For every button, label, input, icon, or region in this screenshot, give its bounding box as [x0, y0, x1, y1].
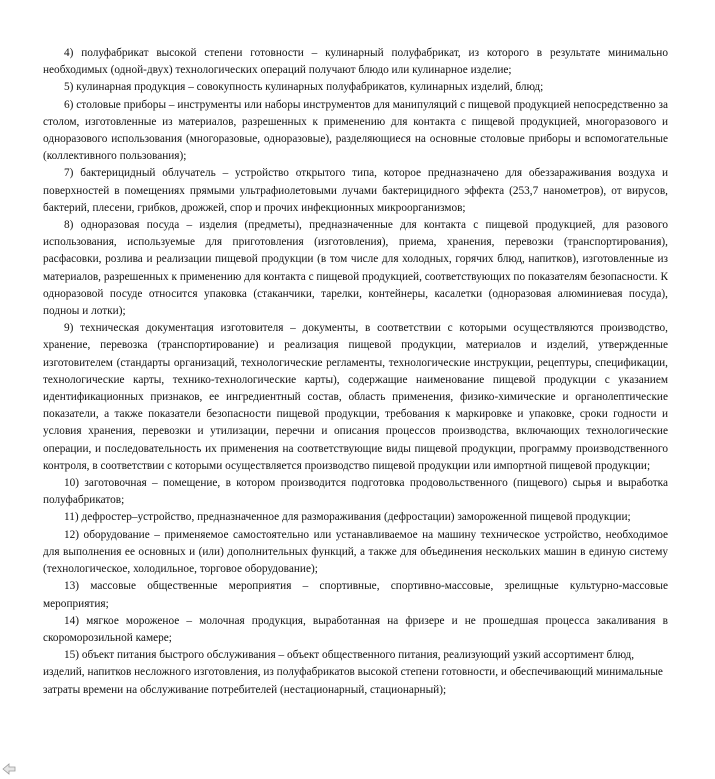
definition-item-12: 12) оборудование – применяемое самостоятельно или устанавливаемое на машину техническое устройство, необходимое для выполнения ее основных и (или) дополнительных функций, а также для объединения нескольких машин в единую систему (технологическое, холодильное, торговое оборудование);: [43, 528, 668, 576]
document-page: [43, 45, 668, 699]
definition-item-13: 13) массовые общественные мероприятия – спортивные, спортивно-массовые, зрелищные культурно-массовые мероприятия;: [43, 580, 668, 610]
definition-item-8: 8) одноразовая посуда – изделия (предметы), предназначенные для контакта с пищевой продукцией, для разового использования, используемые для приготовления (изготовления), приема, хранения, перевозки (транспортирования), расфасовки, розлива и реализации пищевой продукции (в том числе для холодных, горячих блюд, напитков), изготовленные из материалов, разрешенных к применению для контакта с пищевой продукцией, соответствующих по показателям безопасности. К одноразовой посуде относится упаковка (стаканчики, тарелки, контейнеры, касалетки (одноразовая алюминиевая посуда), подноы и лотки);: [43, 219, 668, 318]
definition-item-11: 11) дефростер–устройство, предназначенное для размораживания (дефростации) замороженной пищевой продукции;: [64, 511, 631, 524]
definition-item-14: 14) мягкое мороженое – молочная продукция, выработанная на фризере и не прошедшая процесса закаливания в скороморозильной камере;: [43, 614, 668, 644]
definition-item-7: 7) бактерицидный облучатель – устройство открытого типа, которое предназначено для обеззараживания воздуха и поверхностей в помещениях прямыми ультрафиолетовыми лучами бактерицидного эффекта (253,7 нанометров), от вирусов, бактерий, плесени, грибков, дрожжей, спор и прочих инфекционных микроорганизмов;: [43, 167, 668, 214]
definition-item-4: 4) полуфабрикат высокой степени готовности – кулинарный полуфабрикат, из которого в результате минимально необходимых (одной-двух) технологических операций получают блюдо или кулинарное изделие;: [43, 47, 668, 77]
definition-item-9: 9) техническая документация изготовителя – документы, в соответствии с которыми осуществляются производство, хранение, перевозка (транспортирование) и реализация пищевой продукции, материалов и изделий, утвержденные изготовителем (стандарты организаций, технологические регламенты, технологические инструкции, рецептуры, спецификации, технологические карты, технико-технологические карты), содержащие наименование пищевой продукции с указанием идентификационных признаков, ее ингредиентный состав, область применения, физико-химические и органолептические показатели, а также показатели безопасности пищевой продукции, требования к маркировке и упаковке, сроки годности и условия хранения, перевозки и утилизации, перечни и описания процессов производства, включающих технологические операции, и последовательность их применения на соответствующие виды пищевой продукции, программу производственного контроля, в соответствии с которыми осуществляется производство пищевой продукции или импортной пищевой продукции;: [43, 322, 668, 472]
definition-item-6: 6) столовые приборы – инструменты или наборы инструментов для манипуляций с пищевой продукцией непосредственно за столом, изготовленные из материалов, разрешенных к применению для контакта с пищевой продукцией, многоразового и одноразового использования (многоразовые, одноразовые), разделяющиеся на основные столовые приборы и вспомогательные (коллективного пользования);: [43, 98, 668, 163]
page-back-arrow-icon[interactable]: [2, 763, 16, 775]
definition-item-10: 10) заготовочная – помещение, в котором производится подготовка продовольственного (пищевого) сырья и выработка полуфабрикатов;: [43, 477, 668, 507]
definition-item-5: 5) кулинарная продукция – совокупность кулинарных полуфабрикатов, кулинарных изделий, блюд;: [64, 81, 544, 94]
definition-item-15: 15) объект питания быстрого обслуживания – объект общественного питания, реализующий узкий ассортимент блюд, изделий, напитков несложного изготовления, из полуфабрикатов высокой степени готовности, и обеспечивающий минимальные затраты времени на обслуживание потребителей (нестационарный, стационарный);: [43, 649, 663, 696]
